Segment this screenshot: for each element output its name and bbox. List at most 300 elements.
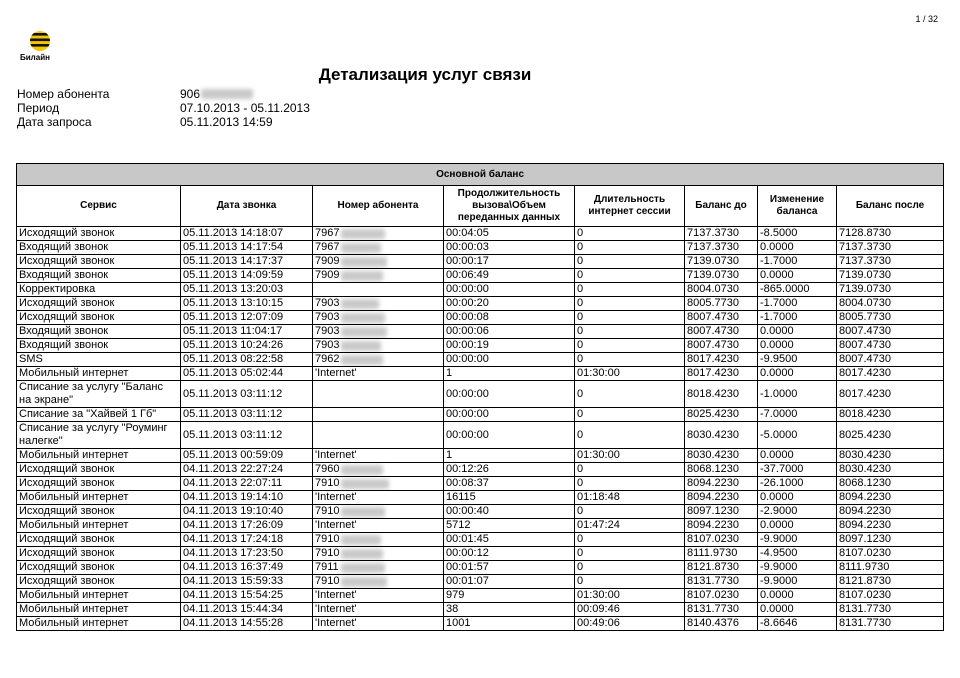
cell-service: Мобильный интернет: [17, 589, 181, 603]
cell-duration-volume: 00:00:17: [444, 255, 575, 269]
cell-balance-change: -9.9500: [758, 353, 837, 367]
number-prefix: 7910: [315, 533, 340, 545]
cell-balance-after: 8094.2230: [837, 491, 944, 505]
meta-request-label: Дата запроса: [17, 115, 92, 129]
table-row: [17, 241, 944, 255]
number-prefix: 7903: [315, 339, 340, 351]
cell-balance-after: 7137.3730: [837, 241, 944, 255]
cell-duration-volume: 00:00:00: [444, 381, 575, 408]
cell-service: Входящий звонок: [17, 241, 181, 255]
table-row: [17, 617, 944, 631]
cell-subscriber-number: 'Internet': [313, 589, 444, 603]
redacted-number: [341, 243, 381, 253]
cell-subscriber-number: [313, 283, 444, 297]
cell-balance-after: 7139.0730: [837, 269, 944, 283]
cell-subscriber-number: 'Internet': [313, 367, 444, 381]
cell-balance-change: 0.0000: [758, 603, 837, 617]
cell-balance-change: -4.9500: [758, 547, 837, 561]
number-prefix: 7909: [315, 269, 340, 281]
cell-balance-after: 8018.4230: [837, 408, 944, 422]
meta-request: [17, 115, 310, 129]
cell-service: Исходящий звонок: [17, 561, 181, 575]
cell-subscriber-number: [313, 241, 444, 255]
cell-subscriber-number: [313, 505, 444, 519]
cell-balance-change: -1.0000: [758, 381, 837, 408]
cell-subscriber-number: 'Internet': [313, 491, 444, 505]
redacted-number: [341, 479, 389, 489]
cell-balance-change: 0.0000: [758, 269, 837, 283]
table-row: [17, 449, 944, 463]
cell-subscriber-number: [313, 339, 444, 353]
cell-session-duration: 01:30:00: [575, 449, 685, 463]
cell-balance-before: 8007.4730: [685, 311, 758, 325]
cell-call-date: 05.11.2013 03:11:12: [181, 381, 313, 408]
header-session-duration: Длительность интернет сессии: [575, 186, 685, 227]
table-row: [17, 505, 944, 519]
cell-session-duration: 0: [575, 227, 685, 241]
beeline-logo-icon: [29, 30, 51, 52]
cell-service: Мобильный интернет: [17, 617, 181, 631]
cell-duration-volume: 1: [444, 449, 575, 463]
cell-balance-change: -1.7000: [758, 311, 837, 325]
cell-balance-before: 7139.0730: [685, 269, 758, 283]
cell-service: Исходящий звонок: [17, 547, 181, 561]
header-balance-before: Баланс до: [685, 186, 758, 227]
header-subscriber-number: Номер абонента: [313, 186, 444, 227]
page-title: Детализация услуг связи: [318, 65, 532, 84]
cell-session-duration: 0: [575, 311, 685, 325]
report-meta: [17, 87, 310, 129]
cell-session-duration: 0: [575, 463, 685, 477]
table-row: [17, 367, 944, 381]
cell-subscriber-number: [313, 463, 444, 477]
header-duration-volume: Продолжительность вызова\Объем переданных данных: [444, 186, 575, 227]
cell-session-duration: 0: [575, 561, 685, 575]
header-balance-after: Баланс после: [837, 186, 944, 227]
cell-subscriber-number: [313, 311, 444, 325]
cell-duration-volume: 00:00:20: [444, 297, 575, 311]
cell-balance-after: 8017.4230: [837, 367, 944, 381]
calls-table: [16, 163, 944, 631]
redacted-number: [341, 327, 387, 337]
meta-subscriber: [17, 87, 310, 101]
cell-duration-volume: 00:00:06: [444, 325, 575, 339]
cell-duration-volume: 38: [444, 603, 575, 617]
cell-duration-volume: 00:00:03: [444, 241, 575, 255]
cell-call-date: 05.11.2013 14:18:07: [181, 227, 313, 241]
cell-balance-after: 8030.4230: [837, 463, 944, 477]
table-row: [17, 547, 944, 561]
cell-balance-change: -9.9000: [758, 533, 837, 547]
cell-balance-after: 8111.9730: [837, 561, 944, 575]
cell-duration-volume: 00:00:00: [444, 422, 575, 449]
cell-balance-change: 0.0000: [758, 325, 837, 339]
cell-balance-before: 8005.7730: [685, 297, 758, 311]
cell-balance-change: 0.0000: [758, 367, 837, 381]
table-header-row: [17, 186, 944, 227]
cell-balance-after: 7139.0730: [837, 283, 944, 297]
cell-balance-change: -1.7000: [758, 297, 837, 311]
cell-balance-after: 8094.2230: [837, 505, 944, 519]
cell-service: Исходящий звонок: [17, 255, 181, 269]
cell-balance-before: 8018.4230: [685, 381, 758, 408]
cell-service: Списание за "Хайвей 1 Гб": [17, 408, 181, 422]
cell-balance-before: 8111.9730: [685, 547, 758, 561]
cell-subscriber-number: [313, 269, 444, 283]
cell-balance-change: 0.0000: [758, 241, 837, 255]
cell-call-date: 04.11.2013 15:44:34: [181, 603, 313, 617]
cell-call-date: 05.11.2013 14:17:54: [181, 241, 313, 255]
redacted-number: [341, 563, 385, 573]
meta-request-value: 05.11.2013 14:59: [180, 115, 273, 129]
cell-balance-after: 8107.0230: [837, 589, 944, 603]
table-row: [17, 325, 944, 339]
cell-call-date: 05.11.2013 12:07:09: [181, 311, 313, 325]
logo-text: Билайн: [20, 53, 50, 62]
cell-session-duration: 0: [575, 283, 685, 297]
cell-session-duration: 0: [575, 381, 685, 408]
cell-subscriber-number: [313, 561, 444, 575]
cell-service: SMS: [17, 353, 181, 367]
cell-balance-before: 8017.4230: [685, 353, 758, 367]
cell-balance-before: 8094.2230: [685, 519, 758, 533]
cell-session-duration: 0: [575, 325, 685, 339]
cell-session-duration: 0: [575, 422, 685, 449]
cell-service: Исходящий звонок: [17, 533, 181, 547]
cell-balance-change: -5.0000: [758, 422, 837, 449]
cell-subscriber-number: [313, 227, 444, 241]
redacted-number: [341, 257, 387, 267]
cell-subscriber-number: [313, 477, 444, 491]
cell-subscriber-number: [313, 255, 444, 269]
cell-balance-change: -9.9000: [758, 575, 837, 589]
table-row: [17, 589, 944, 603]
cell-duration-volume: 1001: [444, 617, 575, 631]
cell-service: Исходящий звонок: [17, 575, 181, 589]
meta-period: [17, 101, 310, 115]
cell-service: Мобильный интернет: [17, 491, 181, 505]
cell-balance-before: 8068.1230: [685, 463, 758, 477]
cell-call-date: 04.11.2013 19:10:40: [181, 505, 313, 519]
cell-balance-before: 8030.4230: [685, 422, 758, 449]
cell-session-duration: 00:49:06: [575, 617, 685, 631]
cell-service: Входящий звонок: [17, 269, 181, 283]
number-prefix: 7911: [315, 561, 339, 573]
redacted-number: [341, 299, 379, 309]
redacted-number: [341, 465, 383, 475]
table-row: [17, 491, 944, 505]
cell-balance-before: 8025.4230: [685, 408, 758, 422]
cell-balance-after: 8017.4230: [837, 381, 944, 408]
cell-service: Исходящий звонок: [17, 463, 181, 477]
meta-period-value: 07.10.2013 - 05.11.2013: [180, 101, 310, 115]
meta-subscriber-label: Номер абонента: [17, 87, 110, 101]
table-row: [17, 463, 944, 477]
cell-balance-before: 8004.0730: [685, 283, 758, 297]
table-row: [17, 422, 944, 449]
cell-session-duration: 0: [575, 269, 685, 283]
cell-balance-change: -8.6646: [758, 617, 837, 631]
table-row: [17, 381, 944, 408]
cell-subscriber-number: 'Internet': [313, 617, 444, 631]
cell-call-date: 04.11.2013 22:27:24: [181, 463, 313, 477]
cell-subscriber-number: 'Internet': [313, 449, 444, 463]
cell-balance-after: 8004.0730: [837, 297, 944, 311]
redacted-number: [341, 535, 381, 545]
cell-call-date: 05.11.2013 14:17:37: [181, 255, 313, 269]
cell-session-duration: 0: [575, 477, 685, 491]
cell-session-duration: 0: [575, 575, 685, 589]
cell-call-date: 05.11.2013 03:11:12: [181, 422, 313, 449]
cell-balance-after: 8007.4730: [837, 353, 944, 367]
cell-balance-after: 8094.2230: [837, 519, 944, 533]
cell-duration-volume: 979: [444, 589, 575, 603]
cell-duration-volume: 00:01:57: [444, 561, 575, 575]
cell-balance-after: 7137.3730: [837, 255, 944, 269]
redacted-number: [341, 341, 381, 351]
cell-duration-volume: 00:00:00: [444, 353, 575, 367]
number-prefix: 7967: [315, 227, 340, 239]
cell-balance-before: 8094.2230: [685, 477, 758, 491]
cell-service: Входящий звонок: [17, 325, 181, 339]
cell-session-duration: 0: [575, 353, 685, 367]
cell-call-date: 05.11.2013 08:22:58: [181, 353, 313, 367]
cell-balance-change: -9.9000: [758, 561, 837, 575]
table-body: [17, 227, 944, 631]
cell-balance-after: 8131.7730: [837, 617, 944, 631]
header-call-date: Дата звонка: [181, 186, 313, 227]
cell-duration-volume: 00:00:08: [444, 311, 575, 325]
cell-balance-after: 7128.8730: [837, 227, 944, 241]
cell-balance-after: 8005.7730: [837, 311, 944, 325]
table-row: [17, 297, 944, 311]
cell-subscriber-number: [313, 575, 444, 589]
number-prefix: 7960: [315, 463, 340, 475]
cell-duration-volume: 00:01:07: [444, 575, 575, 589]
number-prefix: 7967: [315, 241, 340, 253]
cell-duration-volume: 00:00:12: [444, 547, 575, 561]
cell-duration-volume: 00:00:40: [444, 505, 575, 519]
cell-balance-change: 0.0000: [758, 491, 837, 505]
cell-balance-before: 7137.3730: [685, 241, 758, 255]
cell-balance-change: -865.0000: [758, 283, 837, 297]
cell-service: Исходящий звонок: [17, 227, 181, 241]
cell-balance-before: 8107.0230: [685, 533, 758, 547]
cell-call-date: 05.11.2013 10:24:26: [181, 339, 313, 353]
cell-subscriber-number: 'Internet': [313, 603, 444, 617]
cell-call-date: 05.11.2013 13:10:15: [181, 297, 313, 311]
cell-duration-volume: 00:04:05: [444, 227, 575, 241]
cell-balance-before: 8007.4730: [685, 339, 758, 353]
cell-balance-before: 7139.0730: [685, 255, 758, 269]
cell-duration-volume: 5712: [444, 519, 575, 533]
cell-balance-change: 0.0000: [758, 519, 837, 533]
cell-service: Списание за услугу "Роуминг налегке": [17, 422, 181, 449]
cell-call-date: 05.11.2013 14:09:59: [181, 269, 313, 283]
cell-call-date: 05.11.2013 13:20:03: [181, 283, 313, 297]
cell-balance-before: 8107.0230: [685, 589, 758, 603]
cell-subscriber-number: [313, 325, 444, 339]
cell-call-date: 04.11.2013 15:59:33: [181, 575, 313, 589]
cell-balance-before: 8094.2230: [685, 491, 758, 505]
cell-session-duration: 0: [575, 297, 685, 311]
cell-balance-change: -1.7000: [758, 255, 837, 269]
cell-service: Исходящий звонок: [17, 297, 181, 311]
meta-period-label: Период: [17, 101, 60, 115]
table-row: [17, 227, 944, 241]
cell-session-duration: 01:47:24: [575, 519, 685, 533]
table-row: [17, 353, 944, 367]
cell-service: Мобильный интернет: [17, 603, 181, 617]
cell-balance-before: 8131.7730: [685, 603, 758, 617]
cell-balance-after: 8025.4230: [837, 422, 944, 449]
cell-balance-before: 8030.4230: [685, 449, 758, 463]
table-row: [17, 561, 944, 575]
cell-session-duration: 0: [575, 241, 685, 255]
cell-balance-before: 8097.1230: [685, 505, 758, 519]
header-balance-change: Изменение баланса: [758, 186, 837, 227]
cell-balance-change: -26.1000: [758, 477, 837, 491]
number-prefix: 7962: [315, 353, 340, 365]
cell-balance-change: 0.0000: [758, 589, 837, 603]
redacted-number: [341, 577, 387, 587]
cell-balance-after: 8107.0230: [837, 547, 944, 561]
cell-service: Мобильный интернет: [17, 449, 181, 463]
cell-balance-after: 8097.1230: [837, 533, 944, 547]
table-row: [17, 255, 944, 269]
table-row: [17, 575, 944, 589]
cell-subscriber-number: [313, 408, 444, 422]
table-row: [17, 269, 944, 283]
cell-service: Мобильный интернет: [17, 519, 181, 533]
number-prefix: 7903: [315, 297, 340, 309]
cell-service: Исходящий звонок: [17, 477, 181, 491]
cell-balance-before: 8131.7730: [685, 575, 758, 589]
table-row: [17, 603, 944, 617]
cell-service: Списание за услугу "Баланс на экране": [17, 381, 181, 408]
cell-call-date: 04.11.2013 17:26:09: [181, 519, 313, 533]
cell-call-date: 04.11.2013 16:37:49: [181, 561, 313, 575]
table-row: [17, 311, 944, 325]
cell-balance-after: 8131.7730: [837, 603, 944, 617]
redacted-number: [341, 229, 385, 239]
cell-duration-volume: 00:00:00: [444, 283, 575, 297]
number-prefix: 7903: [315, 325, 340, 337]
cell-balance-after: 8030.4230: [837, 449, 944, 463]
cell-session-duration: 0: [575, 255, 685, 269]
cell-duration-volume: 00:00:00: [444, 408, 575, 422]
cell-subscriber-number: [313, 533, 444, 547]
cell-duration-volume: 1: [444, 367, 575, 381]
cell-balance-before: 8121.8730: [685, 561, 758, 575]
redacted-number: [341, 313, 385, 323]
cell-service: Мобильный интернет: [17, 367, 181, 381]
cell-balance-after: 8007.4730: [837, 339, 944, 353]
cell-duration-volume: 00:01:45: [444, 533, 575, 547]
subscriber-number-prefix: 906: [180, 87, 201, 101]
cell-call-date: 04.11.2013 22:07:11: [181, 477, 313, 491]
table-row: [17, 533, 944, 547]
cell-call-date: 04.11.2013 17:23:50: [181, 547, 313, 561]
number-prefix: 7903: [315, 311, 340, 323]
table-row: [17, 477, 944, 491]
cell-session-duration: 0: [575, 547, 685, 561]
cell-balance-before: 8007.4730: [685, 325, 758, 339]
cell-call-date: 05.11.2013 03:11:12: [181, 408, 313, 422]
number-prefix: 7909: [315, 255, 340, 267]
redacted-number: [341, 271, 383, 281]
cell-session-duration: 0: [575, 505, 685, 519]
cell-service: Исходящий звонок: [17, 311, 181, 325]
cell-call-date: 04.11.2013 15:54:25: [181, 589, 313, 603]
cell-call-date: 04.11.2013 14:55:28: [181, 617, 313, 631]
page-number: 1 / 32: [915, 14, 938, 24]
table-row: [17, 339, 944, 353]
cell-subscriber-number: [313, 297, 444, 311]
cell-call-date: 04.11.2013 17:24:18: [181, 533, 313, 547]
cell-duration-volume: 00:12:26: [444, 463, 575, 477]
redacted-number: [201, 89, 253, 99]
cell-subscriber-number: [313, 422, 444, 449]
cell-subscriber-number: [313, 353, 444, 367]
cell-subscriber-number: [313, 547, 444, 561]
cell-balance-change: -8.5000: [758, 227, 837, 241]
cell-balance-after: 8007.4730: [837, 325, 944, 339]
number-prefix: 7910: [315, 575, 340, 587]
cell-session-duration: 01:30:00: [575, 589, 685, 603]
cell-balance-change: -37.7000: [758, 463, 837, 477]
header-service: Сервис: [17, 186, 181, 227]
redacted-number: [341, 507, 385, 517]
cell-session-duration: 01:30:00: [575, 367, 685, 381]
cell-balance-change: -7.0000: [758, 408, 837, 422]
cell-balance-before: 8017.4230: [685, 367, 758, 381]
cell-call-date: 04.11.2013 19:14:10: [181, 491, 313, 505]
meta-subscriber-value: [180, 87, 253, 101]
cell-balance-before: 8140.4376: [685, 617, 758, 631]
table-row: [17, 519, 944, 533]
table-row: [17, 283, 944, 297]
cell-session-duration: 01:18:48: [575, 491, 685, 505]
cell-service: Исходящий звонок: [17, 505, 181, 519]
cell-subscriber-number: [313, 381, 444, 408]
cell-duration-volume: 00:08:37: [444, 477, 575, 491]
redacted-number: [341, 549, 383, 559]
cell-duration-volume: 16115: [444, 491, 575, 505]
cell-call-date: 05.11.2013 00:59:09: [181, 449, 313, 463]
cell-session-duration: 0: [575, 408, 685, 422]
cell-balance-change: 0.0000: [758, 449, 837, 463]
cell-balance-change: 0.0000: [758, 339, 837, 353]
cell-session-duration: 0: [575, 339, 685, 353]
cell-call-date: 05.11.2013 05:02:44: [181, 367, 313, 381]
cell-duration-volume: 00:00:19: [444, 339, 575, 353]
cell-duration-volume: 00:06:49: [444, 269, 575, 283]
cell-session-duration: 00:09:46: [575, 603, 685, 617]
cell-call-date: 05.11.2013 11:04:17: [181, 325, 313, 339]
cell-balance-after: 8121.8730: [837, 575, 944, 589]
cell-service: Корректировка: [17, 283, 181, 297]
cell-session-duration: 0: [575, 533, 685, 547]
redacted-number: [341, 355, 383, 365]
cell-subscriber-number: 'Internet': [313, 519, 444, 533]
number-prefix: 7910: [315, 477, 340, 489]
cell-balance-change: -2.9000: [758, 505, 837, 519]
number-prefix: 7910: [315, 505, 340, 517]
table-row: [17, 408, 944, 422]
cell-service: Входящий звонок: [17, 339, 181, 353]
cell-balance-after: 8068.1230: [837, 477, 944, 491]
